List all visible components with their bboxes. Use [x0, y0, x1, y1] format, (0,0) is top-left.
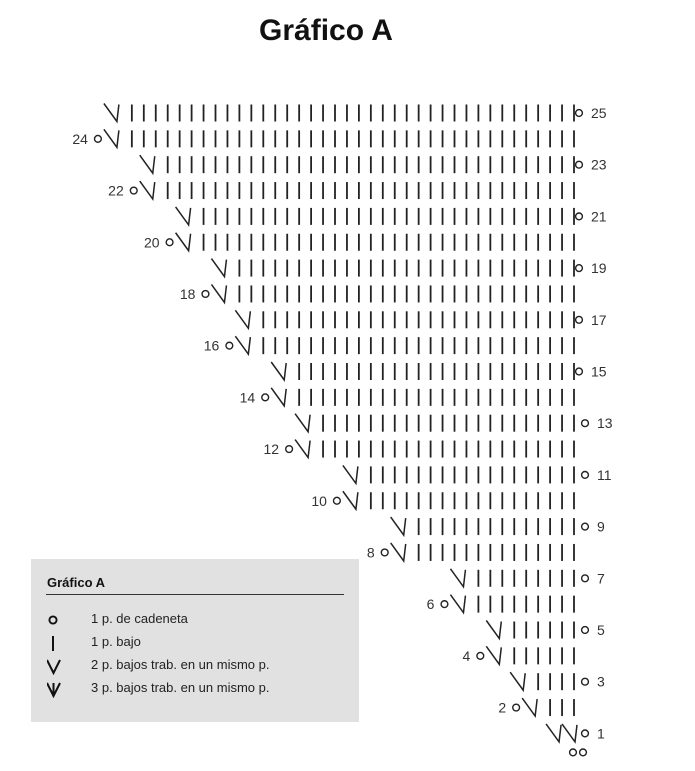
chart-row-13	[295, 414, 613, 432]
increase-stitch	[450, 569, 465, 587]
increase-stitch	[104, 104, 119, 122]
chart-row-12	[264, 440, 574, 458]
turning-chain	[576, 265, 583, 272]
row-number: 5	[597, 622, 605, 638]
row-number: 16	[203, 337, 220, 354]
turning-chain	[582, 678, 589, 685]
row-number: 14	[239, 389, 256, 406]
turning-chain	[576, 368, 583, 375]
turning-chain	[582, 420, 589, 427]
row-number: 6	[426, 596, 435, 613]
row-number: 18	[179, 285, 196, 302]
turning-chain	[441, 601, 448, 608]
turning-chain	[130, 187, 137, 194]
foundation-chain	[580, 749, 587, 756]
turning-chain	[202, 291, 209, 298]
chart-row-6	[427, 595, 574, 613]
turning-chain	[381, 549, 388, 556]
legend-label-single-crochet: 1 p. bajo	[91, 634, 141, 649]
row-number: 12	[263, 441, 280, 458]
turning-chain	[576, 316, 583, 323]
row-number: 24	[72, 130, 88, 147]
legend-divider	[46, 594, 344, 595]
chart-row-11	[343, 465, 612, 483]
chart-row-22	[108, 181, 574, 199]
chart-row-3	[510, 672, 605, 690]
single-crochet-icon	[47, 636, 61, 652]
increase-stitch	[391, 517, 406, 535]
chart-row-23	[140, 155, 607, 173]
legend-label-chain: 1 p. de cadeneta	[91, 611, 188, 626]
chart-row-17	[235, 310, 606, 328]
row-number: 19	[591, 260, 607, 277]
increase-stitch	[343, 465, 358, 483]
row-number: 4	[462, 647, 471, 664]
increase-stitch	[211, 259, 226, 277]
chart-row-7	[450, 569, 605, 587]
row-number: 17	[591, 311, 607, 328]
chart-row-25	[104, 104, 607, 122]
chart-row-1	[546, 724, 605, 742]
increase-stitch	[104, 129, 119, 147]
increase-stitch	[486, 621, 501, 639]
chart-row-24	[72, 129, 574, 147]
turning-chain	[582, 523, 589, 530]
increase-stitch	[486, 646, 501, 664]
chart-row-18	[180, 284, 574, 302]
turning-chain	[582, 472, 589, 479]
increase-stitch	[271, 362, 286, 380]
chart-row-5	[486, 621, 605, 639]
row-number: 13	[597, 415, 613, 432]
increase-stitch	[176, 207, 191, 225]
row-number: 1	[597, 725, 605, 742]
turning-chain	[576, 213, 583, 220]
turning-chain	[95, 135, 102, 142]
row-number: 22	[108, 182, 124, 199]
row-number: 9	[597, 518, 605, 535]
row-number: 15	[591, 363, 607, 380]
turning-chain	[582, 627, 589, 634]
legend-label-three-sc-increase: 3 p. bajos trab. en un mismo p.	[91, 680, 270, 695]
chart-row-15	[271, 362, 607, 380]
row-number: 25	[591, 105, 607, 121]
increase-stitch	[391, 543, 406, 561]
row-number: 8	[366, 544, 375, 561]
row-number: 2	[498, 699, 507, 716]
chart-row-10	[311, 491, 574, 509]
row-number: 23	[591, 156, 607, 173]
chart-row-21	[176, 207, 607, 225]
increase-stitch	[140, 181, 155, 199]
foundation-chain	[570, 749, 577, 756]
row-number: 10	[311, 492, 327, 509]
chart-row-16	[204, 336, 574, 354]
legend-label-two-sc-increase: 2 p. bajos trab. en un mismo p.	[91, 657, 270, 672]
chart-row-8	[367, 543, 574, 561]
turning-chain	[576, 110, 583, 117]
row-number: 21	[591, 208, 607, 225]
chart-title: Gráfico A	[259, 14, 393, 47]
turning-chain	[582, 730, 589, 737]
increase-stitch	[510, 672, 525, 690]
turning-chain	[286, 446, 293, 453]
legend-title: Gráfico A	[47, 575, 106, 590]
chart-row-19	[211, 259, 606, 277]
two-sc-increase-icon	[47, 659, 63, 675]
increase-stitch	[295, 440, 310, 458]
chart-row-14	[240, 388, 574, 406]
row-number: 11	[597, 466, 612, 483]
increase-stitch	[235, 336, 250, 354]
chart-row-4	[463, 646, 574, 664]
row-number: 3	[597, 673, 605, 690]
chain-icon	[47, 613, 61, 627]
increase-stitch	[176, 233, 191, 251]
row-number: 20	[144, 234, 160, 251]
increase-stitch	[295, 414, 310, 432]
turning-chain	[334, 497, 341, 504]
turning-chain	[477, 652, 484, 659]
increase-stitch	[562, 724, 577, 742]
turning-chain	[226, 342, 233, 349]
three-sc-increase-icon	[47, 682, 63, 698]
increase-stitch	[546, 724, 561, 742]
chart-row-20	[144, 233, 574, 251]
increase-stitch	[235, 310, 250, 328]
increase-stitch	[450, 595, 465, 613]
increase-stitch	[211, 284, 226, 302]
legend-box	[31, 559, 359, 722]
increase-stitch	[522, 698, 537, 716]
turning-chain	[576, 161, 583, 168]
turning-chain	[513, 704, 520, 711]
increase-stitch	[140, 155, 155, 173]
increase-stitch	[343, 491, 358, 509]
increase-stitch	[271, 388, 286, 406]
chart-row-9	[391, 517, 605, 535]
row-number: 7	[597, 570, 605, 587]
chart-row-2	[498, 698, 574, 716]
turning-chain	[582, 575, 589, 582]
turning-chain	[262, 394, 269, 401]
turning-chain	[166, 239, 173, 246]
